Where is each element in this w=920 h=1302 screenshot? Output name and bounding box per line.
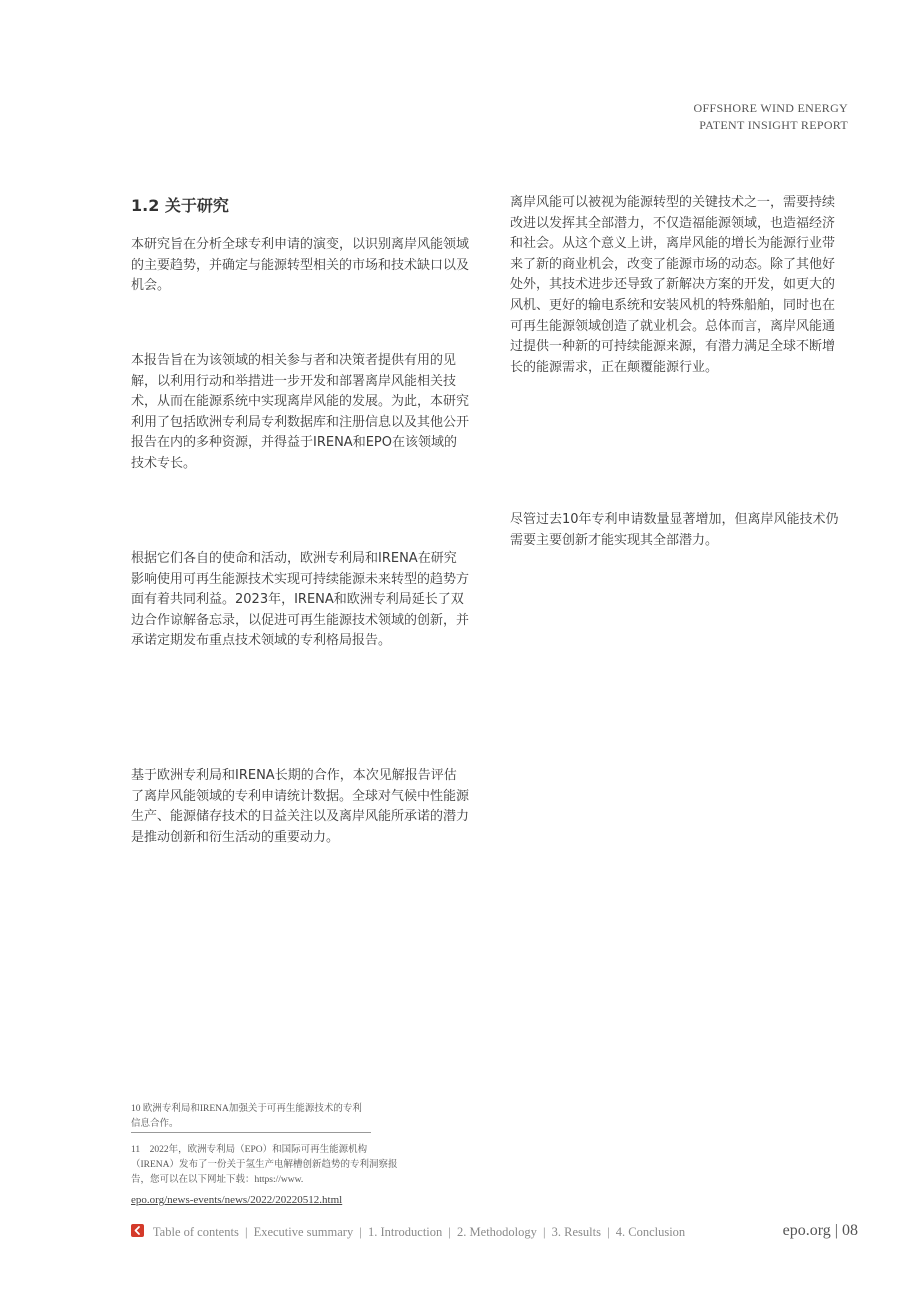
report-header	[694, 100, 848, 134]
left-paragraph-2: 本报告旨在为该领域的相关参与者和决策者提供有用的见解，以利用行动和举措进一步开发和部署离岸风能相关技术，从而在能源系统中实现离岸风能的发展。为此，本研究利用了包括欧洲专利局专利数据库和注册信息以及其他公开报告在内的多种资源，并得益于IRENA和EPO在该领域的技术专长。	[131, 353, 470, 471]
page-info	[783, 1221, 858, 1241]
nav-conclusion[interactable]: 4. Conclusion	[615, 1225, 686, 1239]
nav-introduction[interactable]: 1. Introduction	[367, 1225, 443, 1239]
nav-executive-summary[interactable]: Executive summary	[253, 1225, 354, 1239]
nav-separator: |	[448, 1225, 451, 1239]
footnote-11-url-row	[131, 1192, 401, 1208]
left-paragraph-4: 基于欧洲专利局和IRENA长期的合作，本次见解报告评估了离岸风能领域的专利申请统计数据。全球对气候中性能源生产、能源储存技术的日益关注以及离岸风能所承诺的潜力是推动创新和衍生活动的重要动力。	[131, 768, 470, 845]
page-number: 08	[842, 1222, 858, 1239]
nav-methodology[interactable]: 2. Methodology	[457, 1225, 537, 1239]
nav-results[interactable]: 3. Results	[551, 1225, 601, 1239]
chevron-left-icon[interactable]	[131, 1224, 144, 1237]
section-title: 1.2 关于研究	[131, 196, 229, 215]
right-paragraph-2: 尽管过去10年专利申请数量显著增加，但离岸风能技术仍需要主要创新才能实现其全部潜力。	[510, 512, 839, 548]
site-link[interactable]: epo.org	[782, 1222, 831, 1239]
left-paragraph-3: 根据它们各自的使命和活动，欧洲专利局和IRENA在研究影响使用可再生能源技术实现可持续能源未来转型的趋势方面有着共同利益。2023年，IRENA和欧洲专利局延长了双边合作谅解备忘录，以促进可再生能源技术领域的创新，并承诺定期发布重点技术领域的专利格局报告。	[131, 551, 470, 649]
left-paragraph-1: 本研究旨在分析全球专利申请的演变，以识别离岸风能领域的主要趋势，并确定与能源转型相关的市场和技术缺口以及机会。	[131, 237, 470, 294]
nav-separator: |	[607, 1225, 610, 1239]
footnote-11: 11 2022年，欧洲专利局（EPO）和国际可再生能源机构（IRENA）发布了一份关于氢生产电解槽创新趋势的专利洞察报告，您可以在以下网址下载：https://www.	[131, 1145, 398, 1185]
nav-table-of-contents[interactable]: Table of contents	[152, 1225, 239, 1239]
footnote-11-link[interactable]: epo.org/news-events/news/2022/20220512.html	[131, 1194, 343, 1206]
footer-navigation	[131, 1224, 685, 1240]
nav-separator: |	[543, 1225, 546, 1239]
report-header-line1: OFFSHORE WIND ENERGY	[693, 101, 848, 115]
nav-separator: |	[359, 1225, 362, 1239]
footnote-10: 10 欧洲专利局和IRENA加强关于可再生能源技术的专利信息合作。	[131, 1102, 371, 1133]
footnotes	[131, 1102, 401, 1208]
page-separator: |	[834, 1222, 838, 1239]
right-paragraph-1: 离岸风能可以被视为能源转型的关键技术之一，需要持续改进以发挥其全部潜力，不仅造福能源领域，也造福经济和社会。从这个意义上讲，离岸风能的增长为能源行业带来了新的商业机会，改变了能源市场的动态。除了其他好处外，其技术进步还导致了新解决方案的开发，如更大的风机、更好的输电系统和安装风机的特殊船舶，同时也在可再生能源领域创造了就业机会。总体而言，离岸风能通过提供一种新的可持续能源来源，有潜力满足全球不断增长的能源需求，正在颠覆能源行业。	[510, 195, 836, 375]
report-header-line2: PATENT INSIGHT REPORT	[699, 118, 848, 132]
nav-separator: |	[244, 1225, 248, 1239]
